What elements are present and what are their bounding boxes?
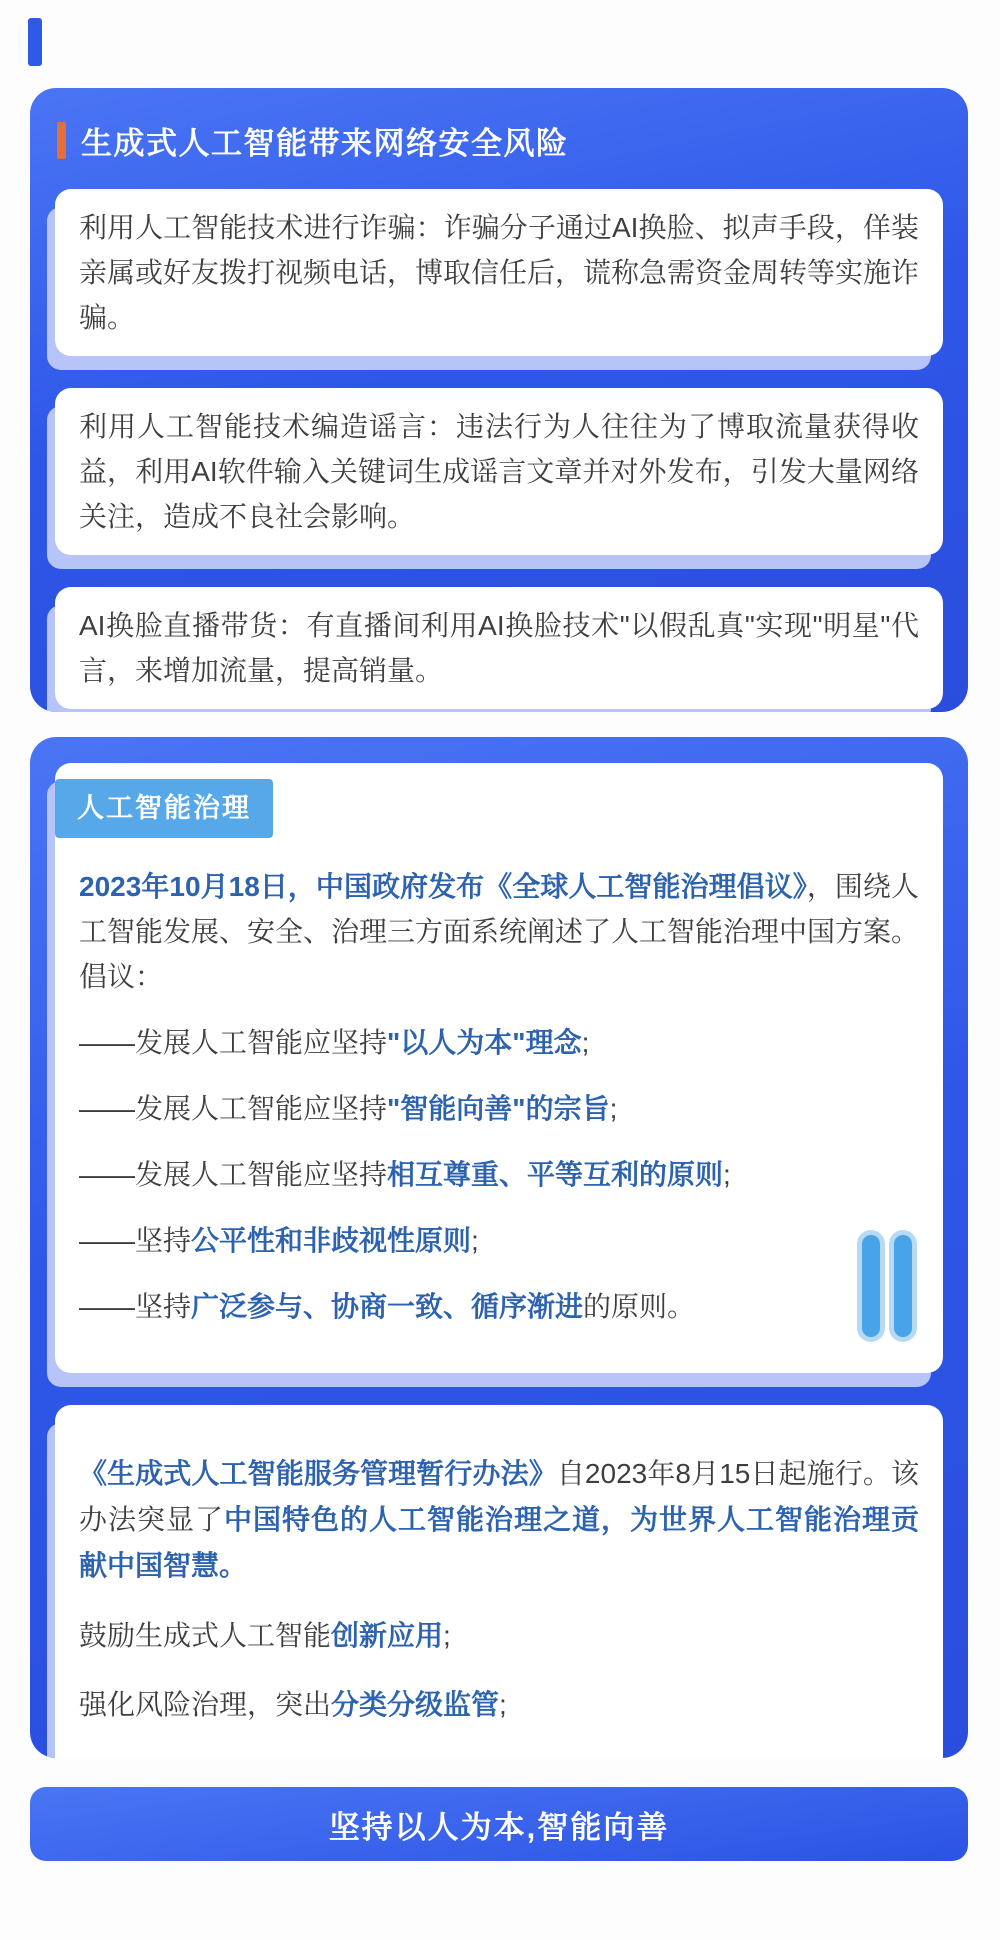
risk-card-livestream (55, 587, 943, 709)
law-lead: 《生成式人工智能服务管理暂行办法》自2023年8月15日起施行。该办法突显了中国特色的人工智能治理之道，为世界人工智能治理贡献中国智慧。 (79, 1458, 919, 1581)
risk-card-rumor-text: 利用人工智能技术编造谣言：违法行为人往往为了博取流量获得收益，利用AI软件输入关键词生成谣言文章并对外发布，引发大量网络关注，造成不良社会影响。 (79, 411, 919, 532)
governance-badge: 人工智能治理 (55, 779, 273, 838)
pause-bar-left (862, 1235, 880, 1337)
law-card (55, 1405, 943, 1758)
footer-banner-text: 坚持以人为本,智能向善 (328, 1809, 670, 1845)
footer-banner (30, 1787, 968, 1861)
law-point (79, 1751, 919, 1758)
governance-bullet: ——发展人工智能应坚持"以人为本"理念; (79, 1027, 590, 1058)
law-point: 强化风险治理，突出分类分级监管; (79, 1689, 507, 1720)
risk-card-fraud (55, 189, 943, 356)
pause-icon (862, 1235, 912, 1337)
governance-bullet: ——坚持广泛参与、协商一致、循序渐进的原则。 (79, 1291, 696, 1322)
risk-card-fraud-text: 利用人工智能技术进行诈骗：诈骗分子通过AI换脸、拟声手段，佯装亲属或好友拨打视频电话，博取信任后，谎称急需资金周转等实施诈骗。 (79, 212, 920, 333)
governance-card (55, 763, 943, 1373)
title-accent-bar (57, 122, 66, 159)
panel-title-row (57, 118, 943, 163)
security-risk-panel (30, 88, 968, 712)
section1-title: 生成式人工智能带来网络安全风险 (81, 126, 569, 161)
ai-governance-panel (30, 737, 968, 1758)
governance-bullet: ——坚持公平性和非歧视性原则; (79, 1225, 479, 1256)
governance-bullet: ——发展人工智能应坚持"智能向善"的宗旨; (79, 1093, 618, 1124)
pause-bar-right (894, 1235, 912, 1337)
governance-bullet: ——发展人工智能应坚持相互尊重、平等互利的原则; (79, 1159, 731, 1190)
risk-card-rumor (55, 388, 943, 555)
risk-card-livestream-text: AI换脸直播带货：有直播间利用AI换脸技术"以假乱真"实现"明星"代言，来增加流量，提高销量。 (79, 610, 919, 686)
law-point: 鼓励生成式人工智能创新应用; (79, 1620, 451, 1651)
governance-intro: 2023年10月18日，中国政府发布《全球人工智能治理倡议》，围绕人工智能发展、安全、治理三方面系统阐述了人工智能治理中国方案。倡议： (79, 871, 920, 992)
corner-accent-mark (28, 18, 42, 66)
